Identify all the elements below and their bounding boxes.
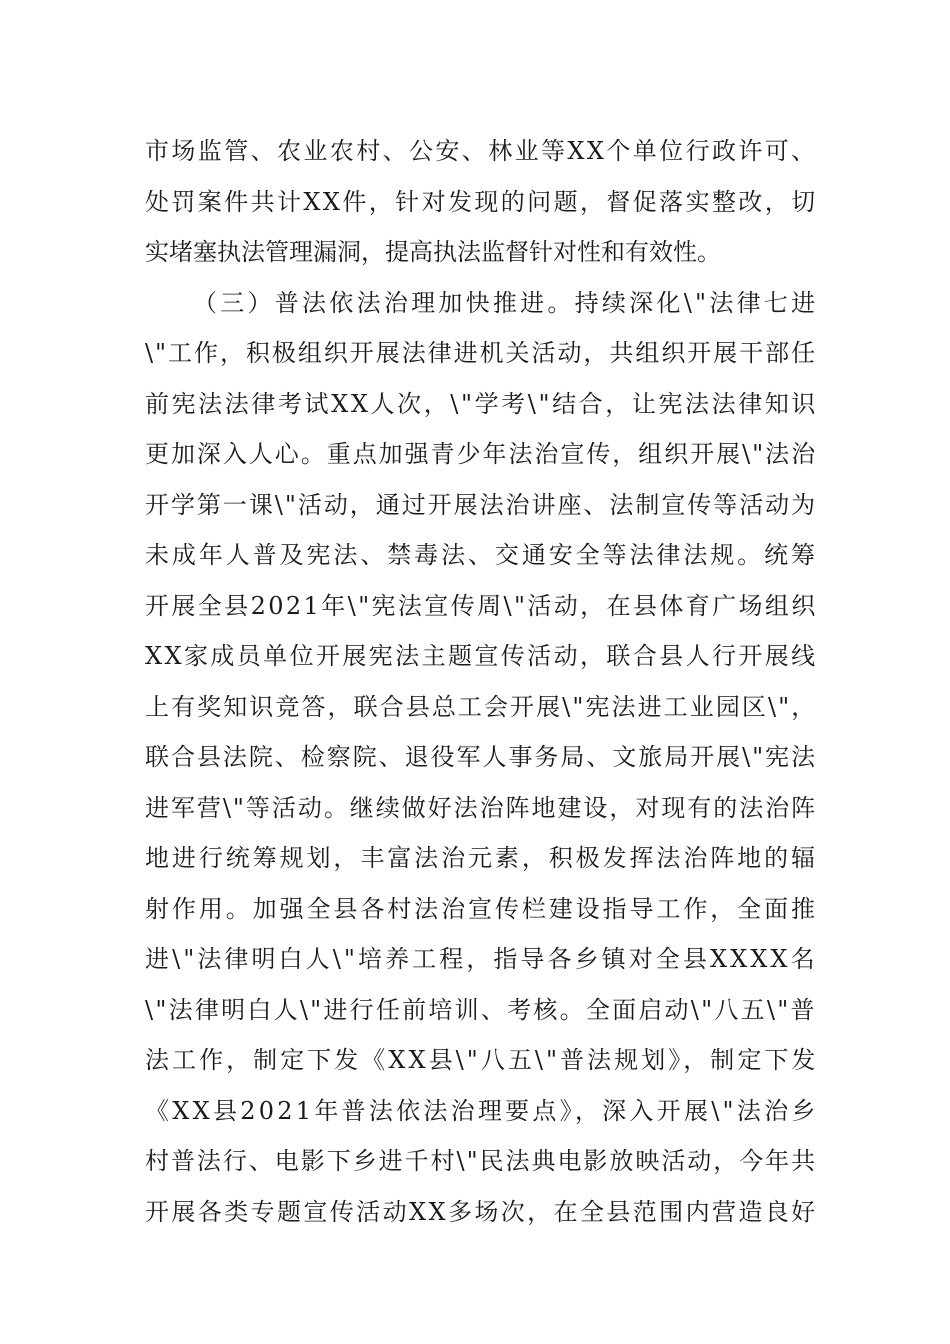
text-line-11: XX家成员单位开展宪法主题宣传活动，联合县人行开展线 — [145, 642, 818, 670]
text-line-13: 联合县法院、检察院、退役军人事务局、文旅局开展\"宪法 — [145, 743, 818, 771]
text-line-8: 开学第一课\"活动，通过开展法治讲座、法制宣传等活动为 — [145, 490, 818, 519]
text-line-19: 法工作，制定下发《XX县\"八五\"普法规划》，制定下发 — [145, 1046, 819, 1074]
text-line-6: 前宪法法律考试XX人次，\"学考\"结合，让宪法法律知识 — [145, 389, 819, 418]
text-line-15: 地进行统筹规划，丰富法治元素，积极发挥法治阵地的辐 — [145, 844, 818, 872]
text-line-2: 处罚案件共计XX件，针对发现的问题，督促落实整改，切 — [145, 187, 818, 216]
text-line-20: 《XX县2021年普法依法治理要点》，深入开展\"法治乡 — [145, 1096, 819, 1125]
text-line-7: 更加深入人心。重点加强青少年法治宣传，组织开展\"法治 — [145, 440, 818, 468]
text-line-3: 实堵塞执法管理漏洞，提高执法监督针对性和有效性。 — [145, 238, 721, 266]
text-line-16: 射作用。加强全县各村法治宣传栏建设指导工作，全面推 — [145, 894, 818, 923]
text-line-14: 进军营\"等活动。继续做好法治阵地建设，对现有的法治阵 — [145, 793, 818, 822]
text-line-18: \"法律明白人\"进行任前培训、考核。全面启动\"八五\"普 — [145, 995, 817, 1024]
text-line-9: 未成年人普及宪法、禁毒法、交通安全等法律法规。统筹 — [145, 541, 818, 569]
text-line-12: 上有奖知识竞答，联合县总工会开展\"宪法进工业园区\"， — [145, 692, 818, 721]
text-line-21: 村普法行、电影下乡进千村\"民法典电影放映活动，今年共 — [145, 1147, 818, 1175]
text-line-5: \"工作，积极组织开展法律进机关活动，共组织开展干部任 — [145, 339, 818, 367]
text-line-10: 开展全县2021年\"宪法宣传周\"活动，在县体育广场组织 — [145, 591, 818, 620]
text-line-4: （三）普法依法治理加快推进。持续深化\"法律七进 — [193, 288, 819, 317]
text-line-17: 进\"法律明白人\"培养工程，指导各乡镇对全县XXXX名 — [145, 945, 818, 973]
body-text — [145, 126, 819, 1237]
text-line-22: 开展各类专题宣传活动XX多场次，在全县范围内营造良好 — [145, 1197, 818, 1226]
text-line-1: 市场监管、农业农村、公安、林业等XX个单位行政许可、 — [145, 137, 818, 165]
